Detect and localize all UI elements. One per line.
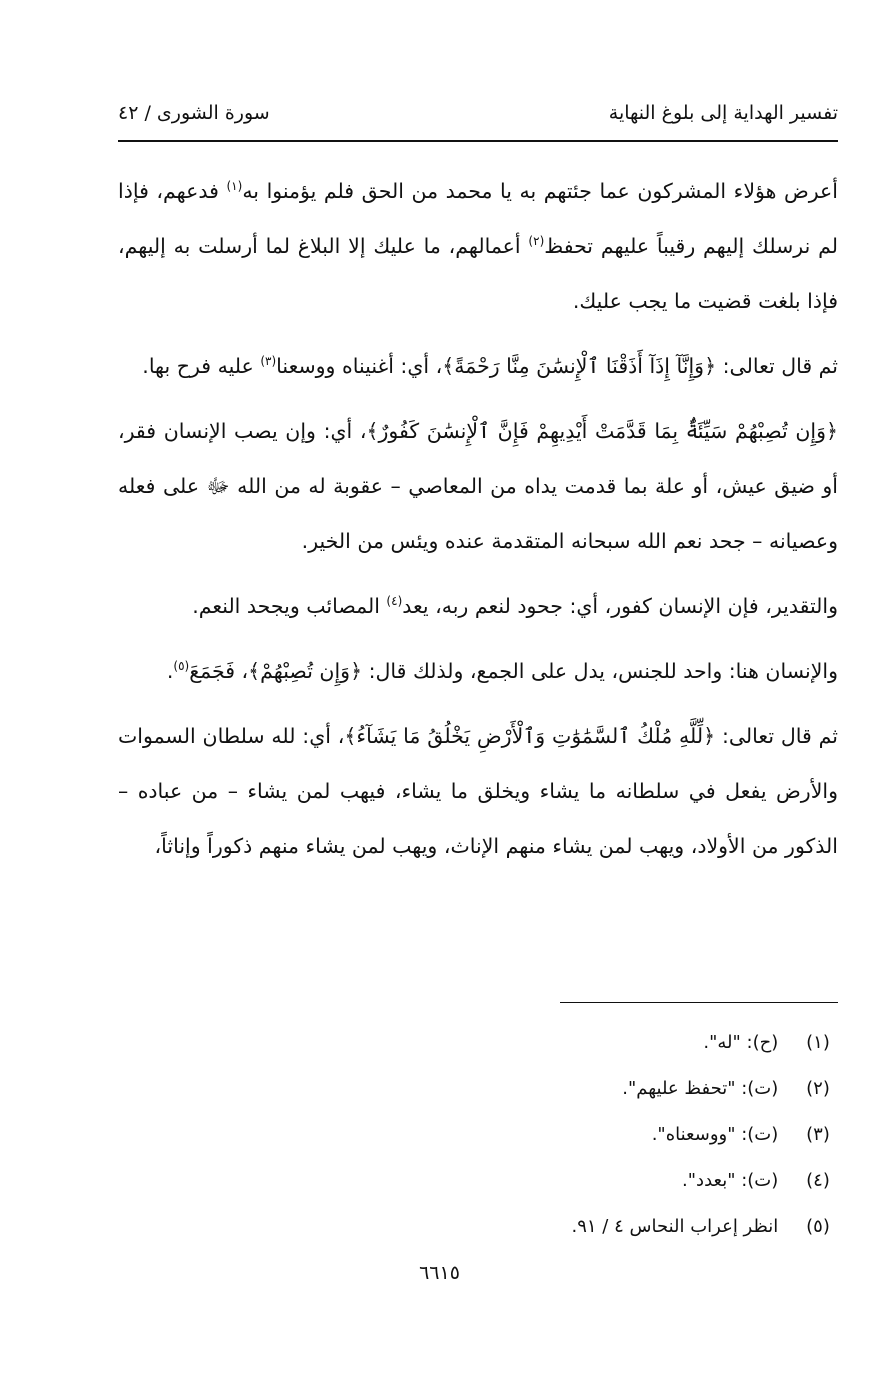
header-divider (118, 140, 838, 142)
text-segment: عليه فرح بها. (142, 354, 261, 378)
quran-verse: ﴿لِّلَّهِ مُلْكُ ٱلسَّمَٰوَٰتِ وَٱلْأَرْضِ يَخْلُقُ مَا يَشَآءُ﴾ (344, 724, 716, 748)
footnote-ref: (١) (226, 179, 243, 194)
text-segment: ، فَجَمَعَ (189, 659, 249, 683)
text-segment: والتقدير، فإن الإنسان كفور، أي: جحود لنعم ربه، يعد (402, 594, 838, 618)
footnote-item (118, 1158, 838, 1204)
footnote-number: (٢) (806, 1078, 830, 1099)
text-segment: ، أي: أغنيناه ووسعنا (276, 354, 443, 378)
paragraph (118, 709, 838, 874)
text-segment: ثم قال تعالى: (716, 354, 838, 378)
surah-label: سورة الشورى / ٤٢ (118, 102, 270, 124)
footnote-text: انظر إعراب النحاس ٤ / ٩١. (571, 1216, 779, 1237)
paragraph (118, 339, 838, 394)
quran-verse: ﴿وَإِنَّآ إِذَآ أَذَقْنَا ٱلْإِنسَٰنَ مِنَّا رَحْمَةً﴾ (442, 354, 717, 378)
quran-verse: ﴿وَإِن تُصِبْهُمْ سَيِّئَةٌۢ بِمَا قَدَّمَتْ أَيْدِيهِمْ فَإِنَّ ٱلْإِنسَٰنَ كَفُورٌ﴾ (366, 419, 838, 443)
footnote-text: (ت): "تحفظ عليهم". (622, 1078, 779, 1099)
footnote-number: (١) (806, 1032, 830, 1053)
text-segment: ، أي: وإن يصب الإنسان فقر، أو ضيق عيش، أو علة بما قدمت يداه من المعاصي – عقوبة له من الله ﷻ على فعله وعصيانه – جحد نعم الله سبحانه المتقدمة عنده ويئس من الخير. (118, 419, 838, 553)
book-title: تفسير الهداية إلى بلوغ النهاية (608, 102, 838, 124)
running-header (118, 96, 838, 136)
footnote-item (118, 1020, 838, 1066)
text-segment: فدعهم، فإذا لم نرسلك إليهم رقيباً عليهم تحفظ (118, 179, 838, 258)
footnote-item (118, 1204, 838, 1250)
footnote-ref: (٣) (260, 354, 277, 369)
paragraph (118, 579, 838, 634)
main-text (118, 164, 838, 884)
paragraph (118, 644, 838, 699)
footnote-item (118, 1112, 838, 1158)
paragraph (118, 164, 838, 329)
page-number: ٦٦١٥ (419, 1262, 460, 1284)
footnote-text: (ت): "ووسعناه". (651, 1124, 779, 1145)
quran-verse: ﴿وَإِن تُصِبْهُمْ﴾ (248, 659, 363, 683)
text-segment: أعمالهم، ما عليك إلا البلاغ لما أرسلت به إليهم، فإذا بلغت قضيت ما يجب عليك. (118, 234, 838, 313)
footnote-ref: (٢) (528, 234, 545, 249)
text-segment: والإنسان هنا: واحد للجنس، يدل على الجمع، ولذلك قال: (362, 659, 838, 683)
footnote-number: (٥) (806, 1216, 830, 1237)
footnote-item (118, 1066, 838, 1112)
text-segment: ، أي: لله سلطان السموات والأرض يفعل في سلطانه ما يشاء ويخلق ما يشاء، فيهب لمن يشاء – من عباده – الذكور من الأولاد، ويهب لمن يشاء منهم الإناث، ويهب لمن يشاء منهم ذكوراً وإناثاً، (118, 724, 838, 858)
text-segment: ثم قال تعالى: (715, 724, 838, 748)
footnote-number: (٤) (806, 1170, 830, 1191)
footnotes (118, 1020, 838, 1250)
footnote-text: (ت): "بعدد". (682, 1170, 779, 1191)
footnote-ref: (٤) (386, 594, 403, 609)
paragraph (118, 404, 838, 569)
footnote-ref: (٥) (173, 659, 190, 674)
footnote-number: (٣) (806, 1124, 830, 1145)
text-segment: . (166, 659, 174, 683)
text-segment: أعرض هؤلاء المشركون عما جئتهم به يا محمد من الحق فلم يؤمنوا به (242, 179, 838, 203)
footnote-divider (560, 1002, 838, 1003)
footnote-text: (ح): "له". (703, 1032, 779, 1053)
text-segment: المصائب ويجحد النعم. (192, 594, 387, 618)
